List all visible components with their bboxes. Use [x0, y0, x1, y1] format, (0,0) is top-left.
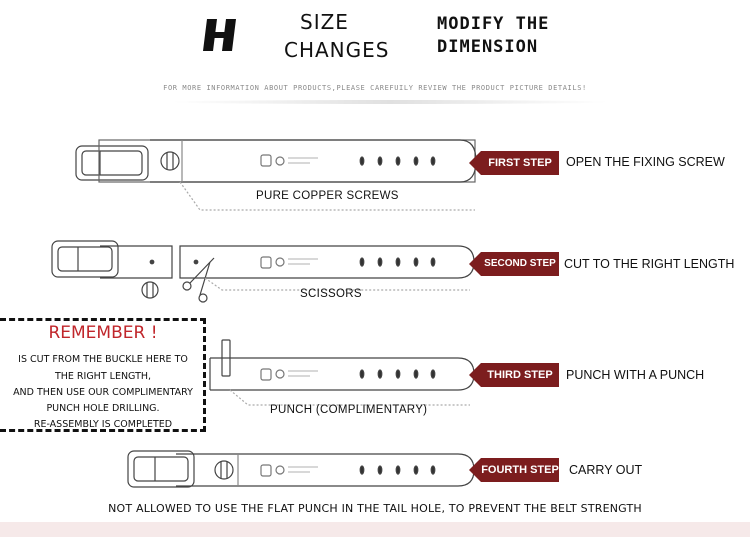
step-4-tag: FOURTH STEP: [481, 458, 559, 482]
remember-line: PUNCH HOLE DRILLING.: [46, 403, 160, 414]
step-4-description: CARRY OUT: [569, 463, 643, 477]
step-3-description: PUNCH WITH A PUNCH: [566, 368, 705, 382]
remember-line: THE RIGHT LENGTH,: [54, 371, 152, 382]
belt-2: [52, 241, 474, 302]
step-1-description: OPEN THE FIXING SCREW: [566, 155, 725, 169]
subtitle-line-1: MODIFY THE: [437, 14, 550, 34]
step-3-caption: PUNCH (COMPLIMENTARY): [270, 404, 428, 416]
step-2-description: CUT TO THE RIGHT LENGTH: [564, 257, 735, 271]
step-2-tag: SECOND STEP: [481, 252, 559, 276]
belt-4: [128, 451, 474, 487]
bottom-strip: [0, 522, 750, 537]
step-3-tag: THIRD STEP: [481, 363, 559, 387]
remember-line: AND THEN USE OUR COMPLIMENTARY: [13, 387, 193, 398]
step-2-caption: SCISSORS: [300, 288, 362, 300]
scissors-icon: [183, 258, 214, 302]
title-line-1: SIZE: [300, 10, 349, 34]
remember-line: IS CUT FROM THE BUCKLE HERE TO: [18, 354, 188, 365]
step-1-caption: PURE COPPER SCREWS: [256, 190, 399, 202]
belt-3: [210, 340, 474, 405]
remember-line: RE-ASSEMBLY IS COMPLETED: [33, 419, 173, 430]
remember-box: [0, 318, 206, 432]
screw-icon: [161, 152, 179, 170]
title-line-2: CHANGES: [284, 38, 390, 62]
step-1-tag: FIRST STEP: [481, 151, 559, 175]
footer-warning: NOT ALLOWED TO USE THE FLAT PUNCH IN THE TAIL HOLE, TO PREVENT THE BELT STRENGTH: [108, 502, 642, 515]
subtitle-line-2: DIMENSION: [437, 37, 539, 57]
remember-title: REMEMBER !: [48, 323, 158, 343]
info-text: FOR MORE INFORMATION ABOUT PRODUCTS,PLEASE CAREFUILY REVIEW THE PRODUCT PICTURE DETAILS!: [163, 84, 587, 92]
